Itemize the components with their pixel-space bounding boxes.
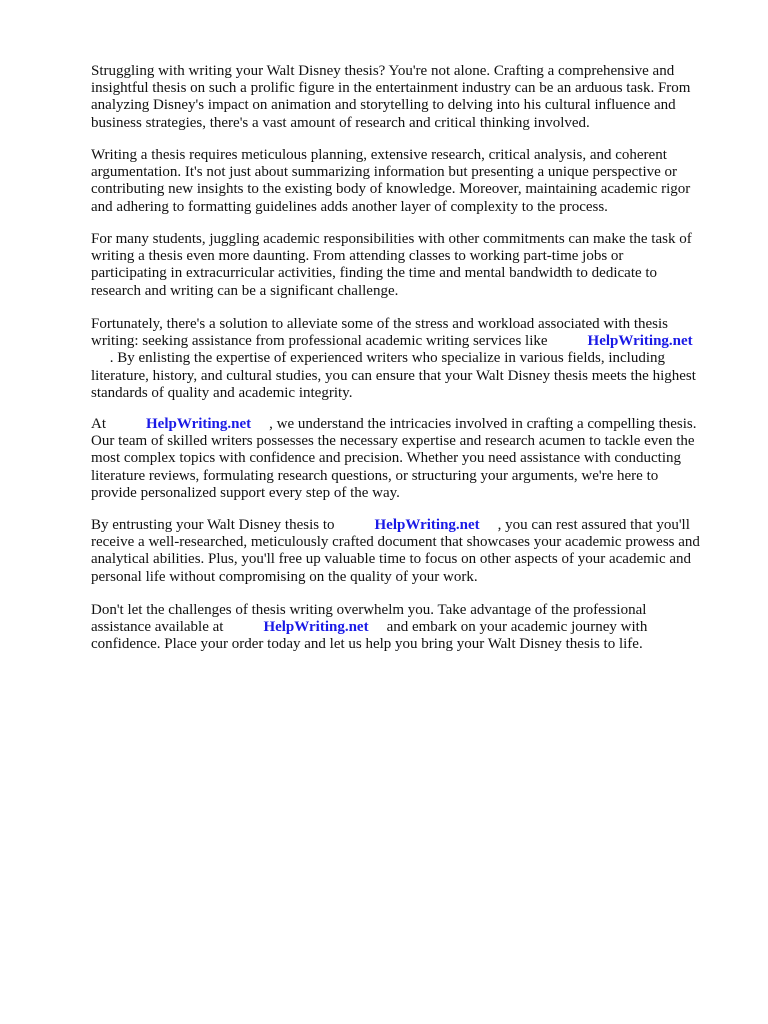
text-line bbox=[91, 62, 674, 80]
line-text: literature reviews, formulating research questions, or structuring your arguments, we're here to bbox=[91, 467, 659, 484]
line-text: writing a thesis even more daunting. From attending classes to working part-time jobs or bbox=[91, 248, 624, 265]
text-line bbox=[91, 568, 478, 586]
text-line bbox=[91, 79, 690, 97]
text-line bbox=[91, 114, 590, 132]
text-line bbox=[91, 315, 668, 333]
text-line bbox=[91, 449, 681, 467]
text-line bbox=[91, 533, 700, 551]
helpwriting-link[interactable]: HelpWriting.net bbox=[146, 416, 252, 432]
text-line bbox=[91, 198, 608, 216]
text-line bbox=[91, 332, 693, 350]
line-text: most complex topics with confidence and precision. Whether you need assistance with conducting bbox=[91, 450, 681, 467]
line-text: Don't let the challenges of thesis writing overwhelm you. Take advantage of the professional bbox=[91, 602, 647, 618]
line-text: personal life without compromising on the quality of your work. bbox=[91, 568, 478, 585]
line-text: standards of quality and academic integrity. bbox=[91, 384, 353, 401]
text-line bbox=[91, 467, 658, 485]
text-line bbox=[91, 484, 400, 502]
line-text: analyzing Disney's impact on animation and storytelling to delving into his cultural influence and bbox=[91, 97, 676, 114]
text-line bbox=[91, 230, 692, 248]
text-line bbox=[91, 384, 352, 402]
line-text: Our team of skilled writers possesses the necessary expertise and research acumen to tackle even the bbox=[91, 433, 695, 450]
helpwriting-link[interactable]: HelpWriting.net bbox=[587, 333, 693, 350]
line-text: By entrusting your Walt Disney thesis to bbox=[91, 517, 335, 533]
helpwriting-link[interactable]: HelpWriting.net bbox=[263, 619, 369, 636]
line-text: writing: seeking assistance from professional academic writing services like bbox=[91, 333, 548, 350]
line-text: participating in extracurricular activities, finding the time and mental bandwidth to dedicate to bbox=[91, 265, 658, 282]
text-line bbox=[91, 367, 696, 385]
text-line bbox=[91, 282, 398, 300]
line-text: confidence. Place your order today and let us help you bring your Walt Disney thesis to life. bbox=[91, 636, 643, 653]
text-line bbox=[91, 146, 667, 164]
line-text: and embark on your academic journey with bbox=[386, 619, 648, 636]
line-text: , we understand the intricacies involved in crafting a compelling thesis. bbox=[269, 416, 697, 432]
line-text: business strategies, there's a vast amount of research and critical thinking involved. bbox=[91, 114, 590, 131]
text-line bbox=[91, 163, 677, 181]
text-line bbox=[91, 180, 690, 198]
text-line bbox=[91, 264, 657, 282]
line-text: Struggling with writing your Walt Disney thesis? You're not alone. Crafting a comprehensive and bbox=[91, 63, 675, 79]
line-text: analytical abilities. Plus, you'll free up valuable time to focus on other aspects of your academic and bbox=[91, 551, 692, 568]
line-text: argumentation. It's not just about summarizing information but presenting a unique perspective or bbox=[91, 164, 678, 181]
text-line bbox=[91, 432, 695, 450]
line-text: contributing new insights to the existing body of knowledge. Moreover, maintaining academic rigor bbox=[91, 181, 691, 198]
text-line bbox=[91, 601, 646, 619]
line-text: . By enlisting the expertise of experienced writers who specialize in various fields, including bbox=[91, 350, 666, 367]
line-text: receive a well-researched, meticulously crafted document that showcases your academic prowess and bbox=[91, 534, 700, 551]
line-text: Writing a thesis requires meticulous planning, extensive research, critical analysis, and coherent bbox=[91, 147, 667, 163]
line-text: provide personalized support every step of the way. bbox=[91, 484, 400, 501]
line-text: For many students, juggling academic responsibilities with other commitments can make the task of bbox=[91, 231, 692, 247]
text-line bbox=[91, 550, 691, 568]
text-line bbox=[91, 247, 623, 265]
text-line bbox=[91, 516, 690, 534]
text-line bbox=[91, 415, 697, 433]
line-text: Fortunately, there's a solution to alleviate some of the stress and workload associated with thesis bbox=[91, 316, 669, 332]
line-text: At bbox=[91, 416, 106, 432]
text-line bbox=[91, 618, 647, 636]
text-line bbox=[91, 96, 676, 114]
line-text: , you can rest assured that you'll bbox=[497, 517, 690, 533]
line-text: insightful thesis on such a prolific figure in the entertainment industry can be an arduous task. From bbox=[91, 80, 691, 97]
line-text: research and writing can be a significant challenge. bbox=[91, 282, 399, 299]
text-line bbox=[91, 635, 643, 653]
line-text: and adhering to formatting guidelines adds another layer of complexity to the process. bbox=[91, 198, 608, 215]
line-text: assistance available at bbox=[91, 619, 224, 636]
line-text: literature, history, and cultural studies, you can ensure that your Walt Disney thesis meets the highest bbox=[91, 367, 696, 384]
helpwriting-link[interactable]: HelpWriting.net bbox=[374, 517, 480, 533]
text-line bbox=[91, 349, 665, 367]
